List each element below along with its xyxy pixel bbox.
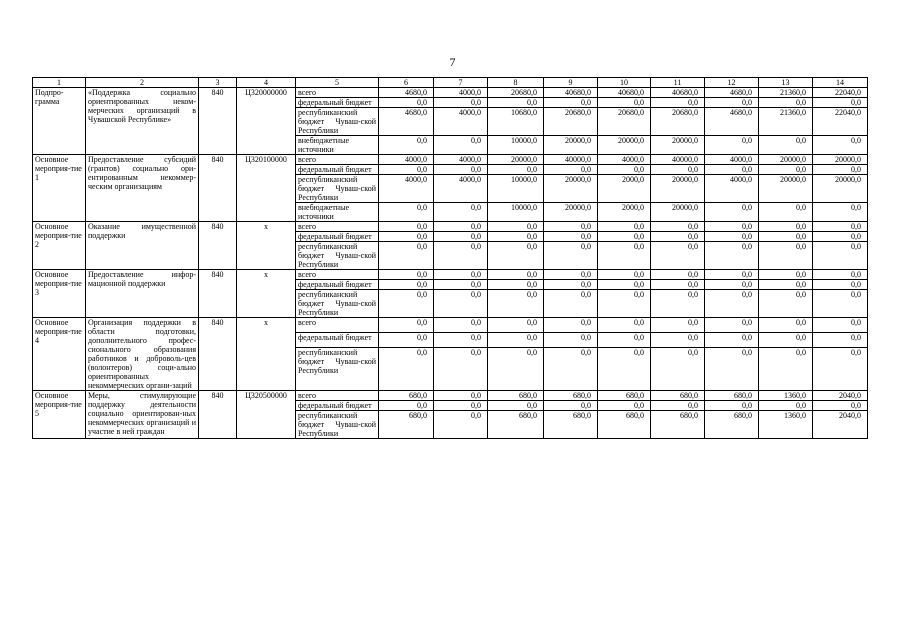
amount-cell: 4000,0 xyxy=(434,175,488,203)
activity-type-cell: Основное мероприя-тие 3 xyxy=(33,270,86,318)
funding-source-cell: республиканский бюджет Чуваш-ской Республики xyxy=(296,290,379,318)
amount-cell: 0,0 xyxy=(705,348,759,391)
amount-cell: 20680,0 xyxy=(598,108,651,136)
amount-cell: 0,0 xyxy=(705,280,759,290)
amount-cell: 0,0 xyxy=(598,333,651,348)
amount-cell: 680,0 xyxy=(488,411,544,439)
amount-cell: 0,0 xyxy=(488,401,544,411)
amount-cell: 0,0 xyxy=(651,222,705,232)
amount-cell: 0,0 xyxy=(598,165,651,175)
amount-cell: 0,0 xyxy=(759,165,813,175)
activity-name-cell: Меры, стимулирующие поддержку деятельности социально ориентирован-ных некоммерческих организаций и участие в ней граждан xyxy=(86,391,199,439)
funding-source-cell: республиканский бюджет Чуваш-ской Республики xyxy=(296,108,379,136)
amount-cell: 0,0 xyxy=(705,401,759,411)
amount-cell: 22040,0 xyxy=(813,88,868,98)
funding-source-cell: республиканский бюджет Чуваш-ской Республики xyxy=(296,175,379,203)
amount-cell: 0,0 xyxy=(759,203,813,222)
budget-classification-code-cell: x xyxy=(237,318,296,391)
amount-cell: 4680,0 xyxy=(379,108,434,136)
funding-source-cell: федеральный бюджет xyxy=(296,232,379,242)
funding-source-cell: республиканский бюджет Чуваш-ской Республики xyxy=(296,411,379,439)
amount-cell: 0,0 xyxy=(379,401,434,411)
amount-cell: 0,0 xyxy=(544,280,598,290)
amount-cell: 20000,0 xyxy=(651,175,705,203)
funding-source-cell: федеральный бюджет xyxy=(296,401,379,411)
amount-cell: 20000,0 xyxy=(651,203,705,222)
amount-cell: 20000,0 xyxy=(813,155,868,165)
amount-cell: 0,0 xyxy=(705,165,759,175)
amount-cell: 0,0 xyxy=(598,222,651,232)
amount-cell: 0,0 xyxy=(488,242,544,270)
amount-cell: 4680,0 xyxy=(705,108,759,136)
amount-cell: 680,0 xyxy=(651,411,705,439)
amount-cell: 0,0 xyxy=(434,348,488,391)
amount-cell: 0,0 xyxy=(813,232,868,242)
amount-cell: 2040,0 xyxy=(813,391,868,401)
amount-cell: 1360,0 xyxy=(759,391,813,401)
amount-cell: 0,0 xyxy=(813,270,868,280)
amount-cell: 0,0 xyxy=(434,203,488,222)
column-header: 4 xyxy=(237,78,296,88)
amount-cell: 0,0 xyxy=(651,242,705,270)
amount-cell: 40000,0 xyxy=(651,155,705,165)
amount-cell: 0,0 xyxy=(651,348,705,391)
amount-cell: 4000,0 xyxy=(379,175,434,203)
activity-name-cell: Предоставление инфор-мационной поддержки xyxy=(86,270,199,318)
amount-cell: 0,0 xyxy=(598,232,651,242)
column-header: 14 xyxy=(813,78,868,88)
amount-cell: 0,0 xyxy=(544,348,598,391)
amount-cell: 0,0 xyxy=(813,98,868,108)
amount-cell: 0,0 xyxy=(434,391,488,401)
amount-cell: 0,0 xyxy=(759,242,813,270)
amount-cell: 0,0 xyxy=(379,136,434,155)
amount-cell: 2000,0 xyxy=(598,175,651,203)
column-header: 11 xyxy=(651,78,705,88)
amount-cell: 0,0 xyxy=(434,136,488,155)
amount-cell: 4000,0 xyxy=(705,175,759,203)
amount-cell: 0,0 xyxy=(544,318,598,333)
amount-cell: 4680,0 xyxy=(379,88,434,98)
grbs-code-cell: 840 xyxy=(199,318,237,391)
column-header: 1 xyxy=(33,78,86,88)
amount-cell: 680,0 xyxy=(488,391,544,401)
activity-type-cell: Основное мероприя-тие 2 xyxy=(33,222,86,270)
amount-cell: 4000,0 xyxy=(705,155,759,165)
amount-cell: 4000,0 xyxy=(434,155,488,165)
grbs-code-cell: 840 xyxy=(199,222,237,270)
amount-cell: 0,0 xyxy=(813,203,868,222)
amount-cell: 0,0 xyxy=(379,222,434,232)
amount-cell: 4000,0 xyxy=(598,155,651,165)
column-header: 5 xyxy=(296,78,379,88)
funding-source-cell: республиканский бюджет Чуваш-ской Республики xyxy=(296,242,379,270)
column-header: 10 xyxy=(598,78,651,88)
amount-cell: 20000,0 xyxy=(651,136,705,155)
amount-cell: 0,0 xyxy=(759,290,813,318)
budget-classification-code-cell: x xyxy=(237,270,296,318)
amount-cell: 40680,0 xyxy=(544,88,598,98)
amount-cell: 10000,0 xyxy=(488,136,544,155)
amount-cell: 0,0 xyxy=(598,401,651,411)
amount-cell: 0,0 xyxy=(813,333,868,348)
budget-table xyxy=(32,77,868,439)
amount-cell: 0,0 xyxy=(759,348,813,391)
amount-cell: 4000,0 xyxy=(379,155,434,165)
amount-cell: 680,0 xyxy=(598,391,651,401)
amount-cell: 0,0 xyxy=(598,348,651,391)
activity-type-cell: Основное мероприя-тие 4 xyxy=(33,318,86,391)
amount-cell: 0,0 xyxy=(651,290,705,318)
amount-cell: 0,0 xyxy=(434,232,488,242)
amount-cell: 21360,0 xyxy=(759,108,813,136)
amount-cell: 0,0 xyxy=(705,203,759,222)
amount-cell: 20000,0 xyxy=(488,155,544,165)
amount-cell: 0,0 xyxy=(651,318,705,333)
amount-cell: 0,0 xyxy=(434,280,488,290)
amount-cell: 40000,0 xyxy=(544,155,598,165)
amount-cell: 680,0 xyxy=(544,391,598,401)
amount-cell: 0,0 xyxy=(813,318,868,333)
funding-source-cell: внебюджетные источники xyxy=(296,136,379,155)
column-header: 3 xyxy=(199,78,237,88)
amount-cell: 20680,0 xyxy=(544,108,598,136)
amount-cell: 2000,0 xyxy=(598,203,651,222)
amount-cell: 0,0 xyxy=(488,348,544,391)
grbs-code-cell: 840 xyxy=(199,155,237,222)
amount-cell: 0,0 xyxy=(488,290,544,318)
column-header: 9 xyxy=(544,78,598,88)
amount-cell: 20000,0 xyxy=(759,175,813,203)
amount-cell: 0,0 xyxy=(813,401,868,411)
amount-cell: 0,0 xyxy=(813,165,868,175)
table-row xyxy=(33,318,868,333)
funding-source-cell: республиканский бюджет Чуваш-ской Республики xyxy=(296,348,379,391)
amount-cell: 0,0 xyxy=(544,232,598,242)
amount-cell: 21360,0 xyxy=(759,88,813,98)
amount-cell: 0,0 xyxy=(488,222,544,232)
amount-cell: 0,0 xyxy=(544,270,598,280)
funding-source-cell: всего xyxy=(296,318,379,333)
amount-cell: 0,0 xyxy=(434,165,488,175)
activity-name-cell: Организация поддержки в области подготовки, дополнительного профес-сионального образования работников и доброволь-цев (волонтеров) соци-ально ориентированных некоммерческих органи-заций xyxy=(86,318,199,391)
amount-cell: 0,0 xyxy=(544,222,598,232)
budget-classification-code-cell: Ц320500000 xyxy=(237,391,296,439)
amount-cell: 0,0 xyxy=(651,98,705,108)
amount-cell: 0,0 xyxy=(813,222,868,232)
column-header: 12 xyxy=(705,78,759,88)
amount-cell: 0,0 xyxy=(488,232,544,242)
amount-cell: 0,0 xyxy=(434,333,488,348)
amount-cell: 680,0 xyxy=(379,391,434,401)
amount-cell: 0,0 xyxy=(488,318,544,333)
amount-cell: 0,0 xyxy=(651,401,705,411)
amount-cell: 0,0 xyxy=(434,270,488,280)
table-row xyxy=(33,155,868,165)
amount-cell: 0,0 xyxy=(813,348,868,391)
budget-classification-code-cell: x xyxy=(237,222,296,270)
amount-cell: 0,0 xyxy=(434,222,488,232)
amount-cell: 0,0 xyxy=(705,318,759,333)
amount-cell: 0,0 xyxy=(379,333,434,348)
amount-cell: 0,0 xyxy=(434,318,488,333)
amount-cell: 0,0 xyxy=(544,98,598,108)
amount-cell: 0,0 xyxy=(813,290,868,318)
activity-type-cell: Основное мероприя-тие 1 xyxy=(33,155,86,222)
amount-cell: 20000,0 xyxy=(813,175,868,203)
amount-cell: 0,0 xyxy=(705,242,759,270)
amount-cell: 10000,0 xyxy=(488,203,544,222)
amount-cell: 0,0 xyxy=(434,290,488,318)
amount-cell: 2040,0 xyxy=(813,411,868,439)
column-number-header-row xyxy=(33,78,868,88)
amount-cell: 0,0 xyxy=(759,222,813,232)
table-row xyxy=(33,222,868,232)
amount-cell: 0,0 xyxy=(379,348,434,391)
funding-source-cell: всего xyxy=(296,222,379,232)
amount-cell: 4000,0 xyxy=(434,108,488,136)
amount-cell: 0,0 xyxy=(705,232,759,242)
column-header: 13 xyxy=(759,78,813,88)
amount-cell: 680,0 xyxy=(544,411,598,439)
page-number: 7 xyxy=(449,55,456,69)
amount-cell: 0,0 xyxy=(651,280,705,290)
amount-cell: 20000,0 xyxy=(544,175,598,203)
grbs-code-cell: 840 xyxy=(199,391,237,439)
column-header: 2 xyxy=(86,78,199,88)
amount-cell: 0,0 xyxy=(544,165,598,175)
amount-cell: 0,0 xyxy=(598,318,651,333)
amount-cell: 0,0 xyxy=(544,333,598,348)
table-row xyxy=(33,88,868,98)
funding-source-cell: всего xyxy=(296,155,379,165)
amount-cell: 4680,0 xyxy=(705,88,759,98)
amount-cell: 0,0 xyxy=(759,333,813,348)
amount-cell: 680,0 xyxy=(705,411,759,439)
grbs-code-cell: 840 xyxy=(199,270,237,318)
amount-cell: 20000,0 xyxy=(544,203,598,222)
activity-type-cell: Основное мероприя-тие 5 xyxy=(33,391,86,439)
funding-source-cell: всего xyxy=(296,270,379,280)
funding-source-cell: всего xyxy=(296,88,379,98)
activity-name-cell: «Поддержка социально ориентированных неком-мерческих организаций в Чувашской Республике» xyxy=(86,88,199,155)
amount-cell: 20680,0 xyxy=(488,88,544,98)
amount-cell: 0,0 xyxy=(705,136,759,155)
amount-cell: 0,0 xyxy=(759,401,813,411)
budget-classification-code-cell: Ц320100000 xyxy=(237,155,296,222)
amount-cell: 0,0 xyxy=(759,280,813,290)
amount-cell: 4000,0 xyxy=(434,88,488,98)
amount-cell: 0,0 xyxy=(379,165,434,175)
amount-cell: 680,0 xyxy=(705,391,759,401)
amount-cell: 0,0 xyxy=(705,333,759,348)
amount-cell: 0,0 xyxy=(705,222,759,232)
amount-cell: 0,0 xyxy=(434,401,488,411)
table-row xyxy=(33,391,868,401)
amount-cell: 0,0 xyxy=(759,136,813,155)
amount-cell: 0,0 xyxy=(379,270,434,280)
amount-cell: 20000,0 xyxy=(759,155,813,165)
budget-classification-code-cell: Ц320000000 xyxy=(237,88,296,155)
amount-cell: 0,0 xyxy=(434,98,488,108)
amount-cell: 0,0 xyxy=(598,270,651,280)
amount-cell: 0,0 xyxy=(488,270,544,280)
amount-cell: 0,0 xyxy=(651,165,705,175)
table-body xyxy=(33,78,868,439)
amount-cell: 0,0 xyxy=(379,280,434,290)
amount-cell: 0,0 xyxy=(705,98,759,108)
amount-cell: 0,0 xyxy=(434,411,488,439)
amount-cell: 0,0 xyxy=(813,136,868,155)
amount-cell: 0,0 xyxy=(598,242,651,270)
amount-cell: 680,0 xyxy=(379,411,434,439)
activity-name-cell: Оказание имущественной поддержки xyxy=(86,222,199,270)
amount-cell: 0,0 xyxy=(488,280,544,290)
column-header: 6 xyxy=(379,78,434,88)
amount-cell: 40680,0 xyxy=(651,88,705,98)
amount-cell: 1360,0 xyxy=(759,411,813,439)
funding-source-cell: внебюджетные источники xyxy=(296,203,379,222)
amount-cell: 0,0 xyxy=(759,232,813,242)
amount-cell: 680,0 xyxy=(651,391,705,401)
amount-cell: 0,0 xyxy=(544,401,598,411)
amount-cell: 0,0 xyxy=(379,290,434,318)
amount-cell: 20000,0 xyxy=(598,136,651,155)
amount-cell: 0,0 xyxy=(759,98,813,108)
amount-cell: 0,0 xyxy=(544,242,598,270)
amount-cell: 0,0 xyxy=(813,242,868,270)
amount-cell: 40680,0 xyxy=(598,88,651,98)
amount-cell: 20000,0 xyxy=(544,136,598,155)
amount-cell: 0,0 xyxy=(598,280,651,290)
table-row xyxy=(33,270,868,280)
amount-cell: 0,0 xyxy=(488,165,544,175)
amount-cell: 680,0 xyxy=(598,411,651,439)
amount-cell: 0,0 xyxy=(651,232,705,242)
amount-cell: 0,0 xyxy=(379,203,434,222)
funding-source-cell: федеральный бюджет xyxy=(296,165,379,175)
amount-cell: 0,0 xyxy=(544,290,598,318)
amount-cell: 0,0 xyxy=(759,318,813,333)
amount-cell: 10000,0 xyxy=(488,175,544,203)
amount-cell: 0,0 xyxy=(379,242,434,270)
amount-cell: 0,0 xyxy=(379,98,434,108)
amount-cell: 0,0 xyxy=(705,270,759,280)
amount-cell: 0,0 xyxy=(488,98,544,108)
funding-source-cell: федеральный бюджет xyxy=(296,98,379,108)
activity-type-cell: Подпро- грамма xyxy=(33,88,86,155)
amount-cell: 0,0 xyxy=(651,270,705,280)
amount-cell: 0,0 xyxy=(488,333,544,348)
funding-source-cell: всего xyxy=(296,391,379,401)
amount-cell: 0,0 xyxy=(813,280,868,290)
amount-cell: 0,0 xyxy=(379,232,434,242)
activity-name-cell: Предоставление субсидий (грантов) социально ори-ентированным некоммер-ческим организациям xyxy=(86,155,199,222)
amount-cell: 20680,0 xyxy=(651,108,705,136)
amount-cell: 0,0 xyxy=(379,318,434,333)
amount-cell: 0,0 xyxy=(434,242,488,270)
grbs-code-cell: 840 xyxy=(199,88,237,155)
funding-source-cell: федеральный бюджет xyxy=(296,280,379,290)
column-header: 7 xyxy=(434,78,488,88)
amount-cell: 22040,0 xyxy=(813,108,868,136)
amount-cell: 0,0 xyxy=(759,270,813,280)
column-header: 8 xyxy=(488,78,544,88)
amount-cell: 0,0 xyxy=(705,290,759,318)
amount-cell: 0,0 xyxy=(651,333,705,348)
amount-cell: 0,0 xyxy=(598,98,651,108)
amount-cell: 0,0 xyxy=(598,290,651,318)
amount-cell: 10680,0 xyxy=(488,108,544,136)
funding-source-cell: федеральный бюджет xyxy=(296,333,379,348)
